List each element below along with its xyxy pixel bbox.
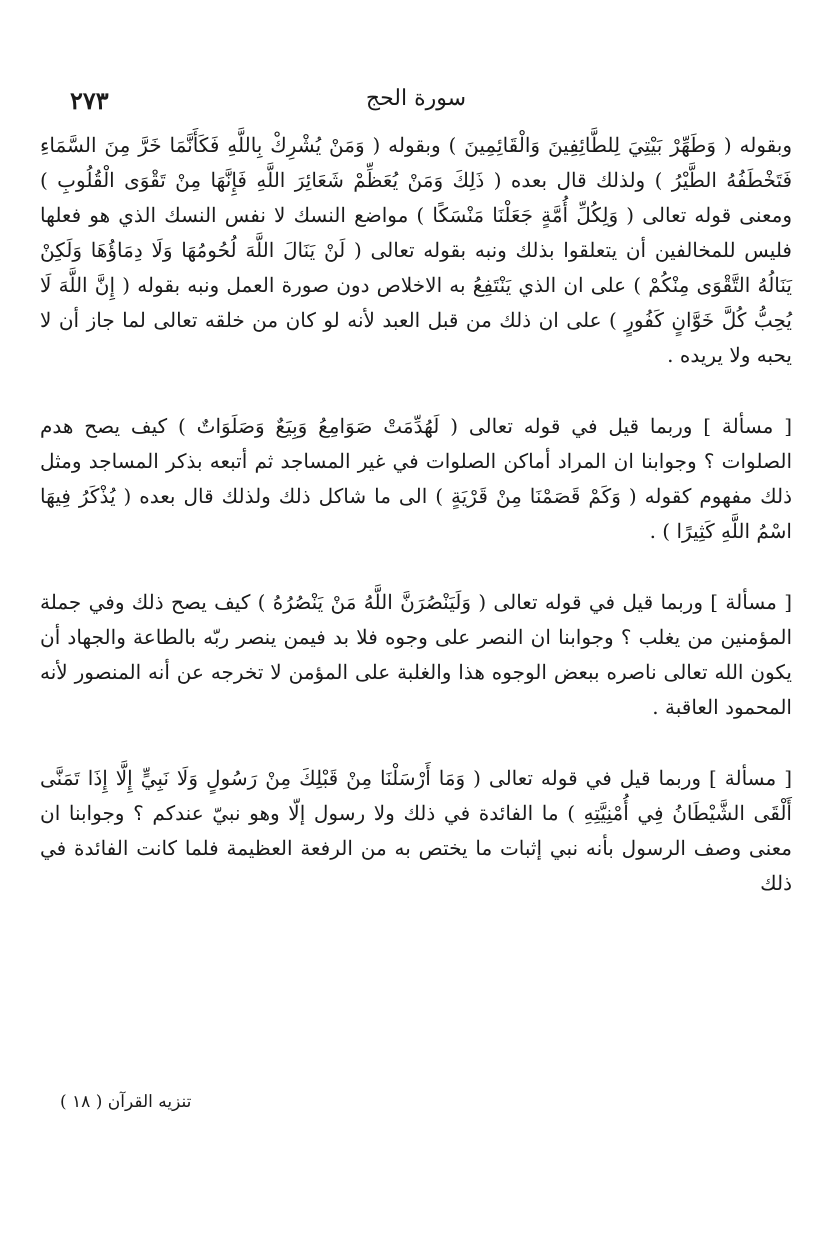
paragraph-3: [ مسألة ] وربما قيل في قوله تعالى ( وَلَيَنْصُرَنَّ اللَّهُ مَنْ يَنْصُرُهُ ) كيف يصح ذلك وفي جملة المؤمنين من يغلب ؟ وجوابنا ان النصر على وجوه فلا بد فيمن ينصر ربّه بالطاعة والجهاد أن يكون الله تعالى ناصره ببعض الوجوه هذا والغلبة على المؤمن لا تخرجه عن أنه المنصور لأنه المحمود العاقبة .	[40, 590, 792, 719]
paragraph-2: [ مسألة ] وربما قيل في قوله تعالى ( لَهُدِّمَتْ صَوَامِعُ وَبِيَعٌ وَصَلَوَاتٌ ) كيف يصح هدم الصلوات ؟ وجوابنا ان المراد أماكن الصلوات في غير المساجد ثم أتبعه بذكر المساجد ومثل ذلك مفهوم كقوله ( وَكَمْ قَصَمْنَا مِنْ قَرْيَةٍ ) الى ما شاكل ذلك ولذلك قال بعده ( يُذْكَرُ فِيهَا اسْمُ اللَّهِ كَثِيرًا ) .	[40, 414, 792, 543]
page-number: ٢٧٣	[70, 86, 109, 115]
surah-title: سورة الحج	[365, 86, 467, 111]
paragraph-1: وبقوله ( وَطَهِّرْ بَيْتِيَ لِلطَّائِفِينَ وَالْقَائِمِينَ ) وبقوله ( وَمَنْ يُشْرِكْ بِاللَّهِ فَكَأَنَّمَا خَرَّ مِنَ السَّمَاءِ فَتَخْطَفُهُ الطَّيْرُ ) ولذلك قال بعده ( ذَلِكَ وَمَنْ يُعَظِّمْ شَعَائِرَ اللَّهِ فَإِنَّهَا مِنْ تَقْوَى الْقُلُوبِ ) ومعنى قوله تعالى ( وَلِكُلِّ أُمَّةٍ جَعَلْنَا مَنْسَكًا ) مواضع النسك لا نفس النسك الذي هو فعلها فليس للمخالفين أن يتعلقوا بذلك ونبه بقوله تعالى ( لَنْ يَنَالَ اللَّهَ لُحُومُهَا وَلَا دِمَاؤُهَا وَلَكِنْ يَنَالُهُ التَّقْوَى مِنْكُمْ ) على ان الذي يَنْتَفِعُ به الاخلاص دون صورة العمل ونبه بقوله ( إِنَّ اللَّهَ لَا يُحِبُّ كُلَّ خَوَّانٍ كَفُورٍ ) على ان ذلك من قبل العبد لأنه لو كان من خلقه تعالى لما جاز أن لا يحبه ولا يريده .	[40, 133, 792, 367]
book-footer: تنزيه القرآن ( ١٨ )	[60, 1092, 192, 1112]
document-page	[40, 82, 792, 901]
paragraph-4: [ مسألة ] وربما قيل في قوله تعالى ( وَمَا أَرْسَلْنَا مِنْ قَبْلِكَ مِنْ رَسُولٍ وَلَا نَبِيٍّ إِلَّا إِذَا تَمَنَّى أَلْقَى الشَّيْطَانُ فِي أُمْنِيَّتِهِ ) ما الفائدة في ذلك ولا رسول إلّا وهو نبيّ عندكم ؟ وجوابنا ان معنى وصف الرسول بأنه نبي إثبات ما يختص به من الرفعة العظيمة فلما كانت الفائدة في ذلك	[40, 766, 792, 895]
page-header	[40, 82, 792, 126]
